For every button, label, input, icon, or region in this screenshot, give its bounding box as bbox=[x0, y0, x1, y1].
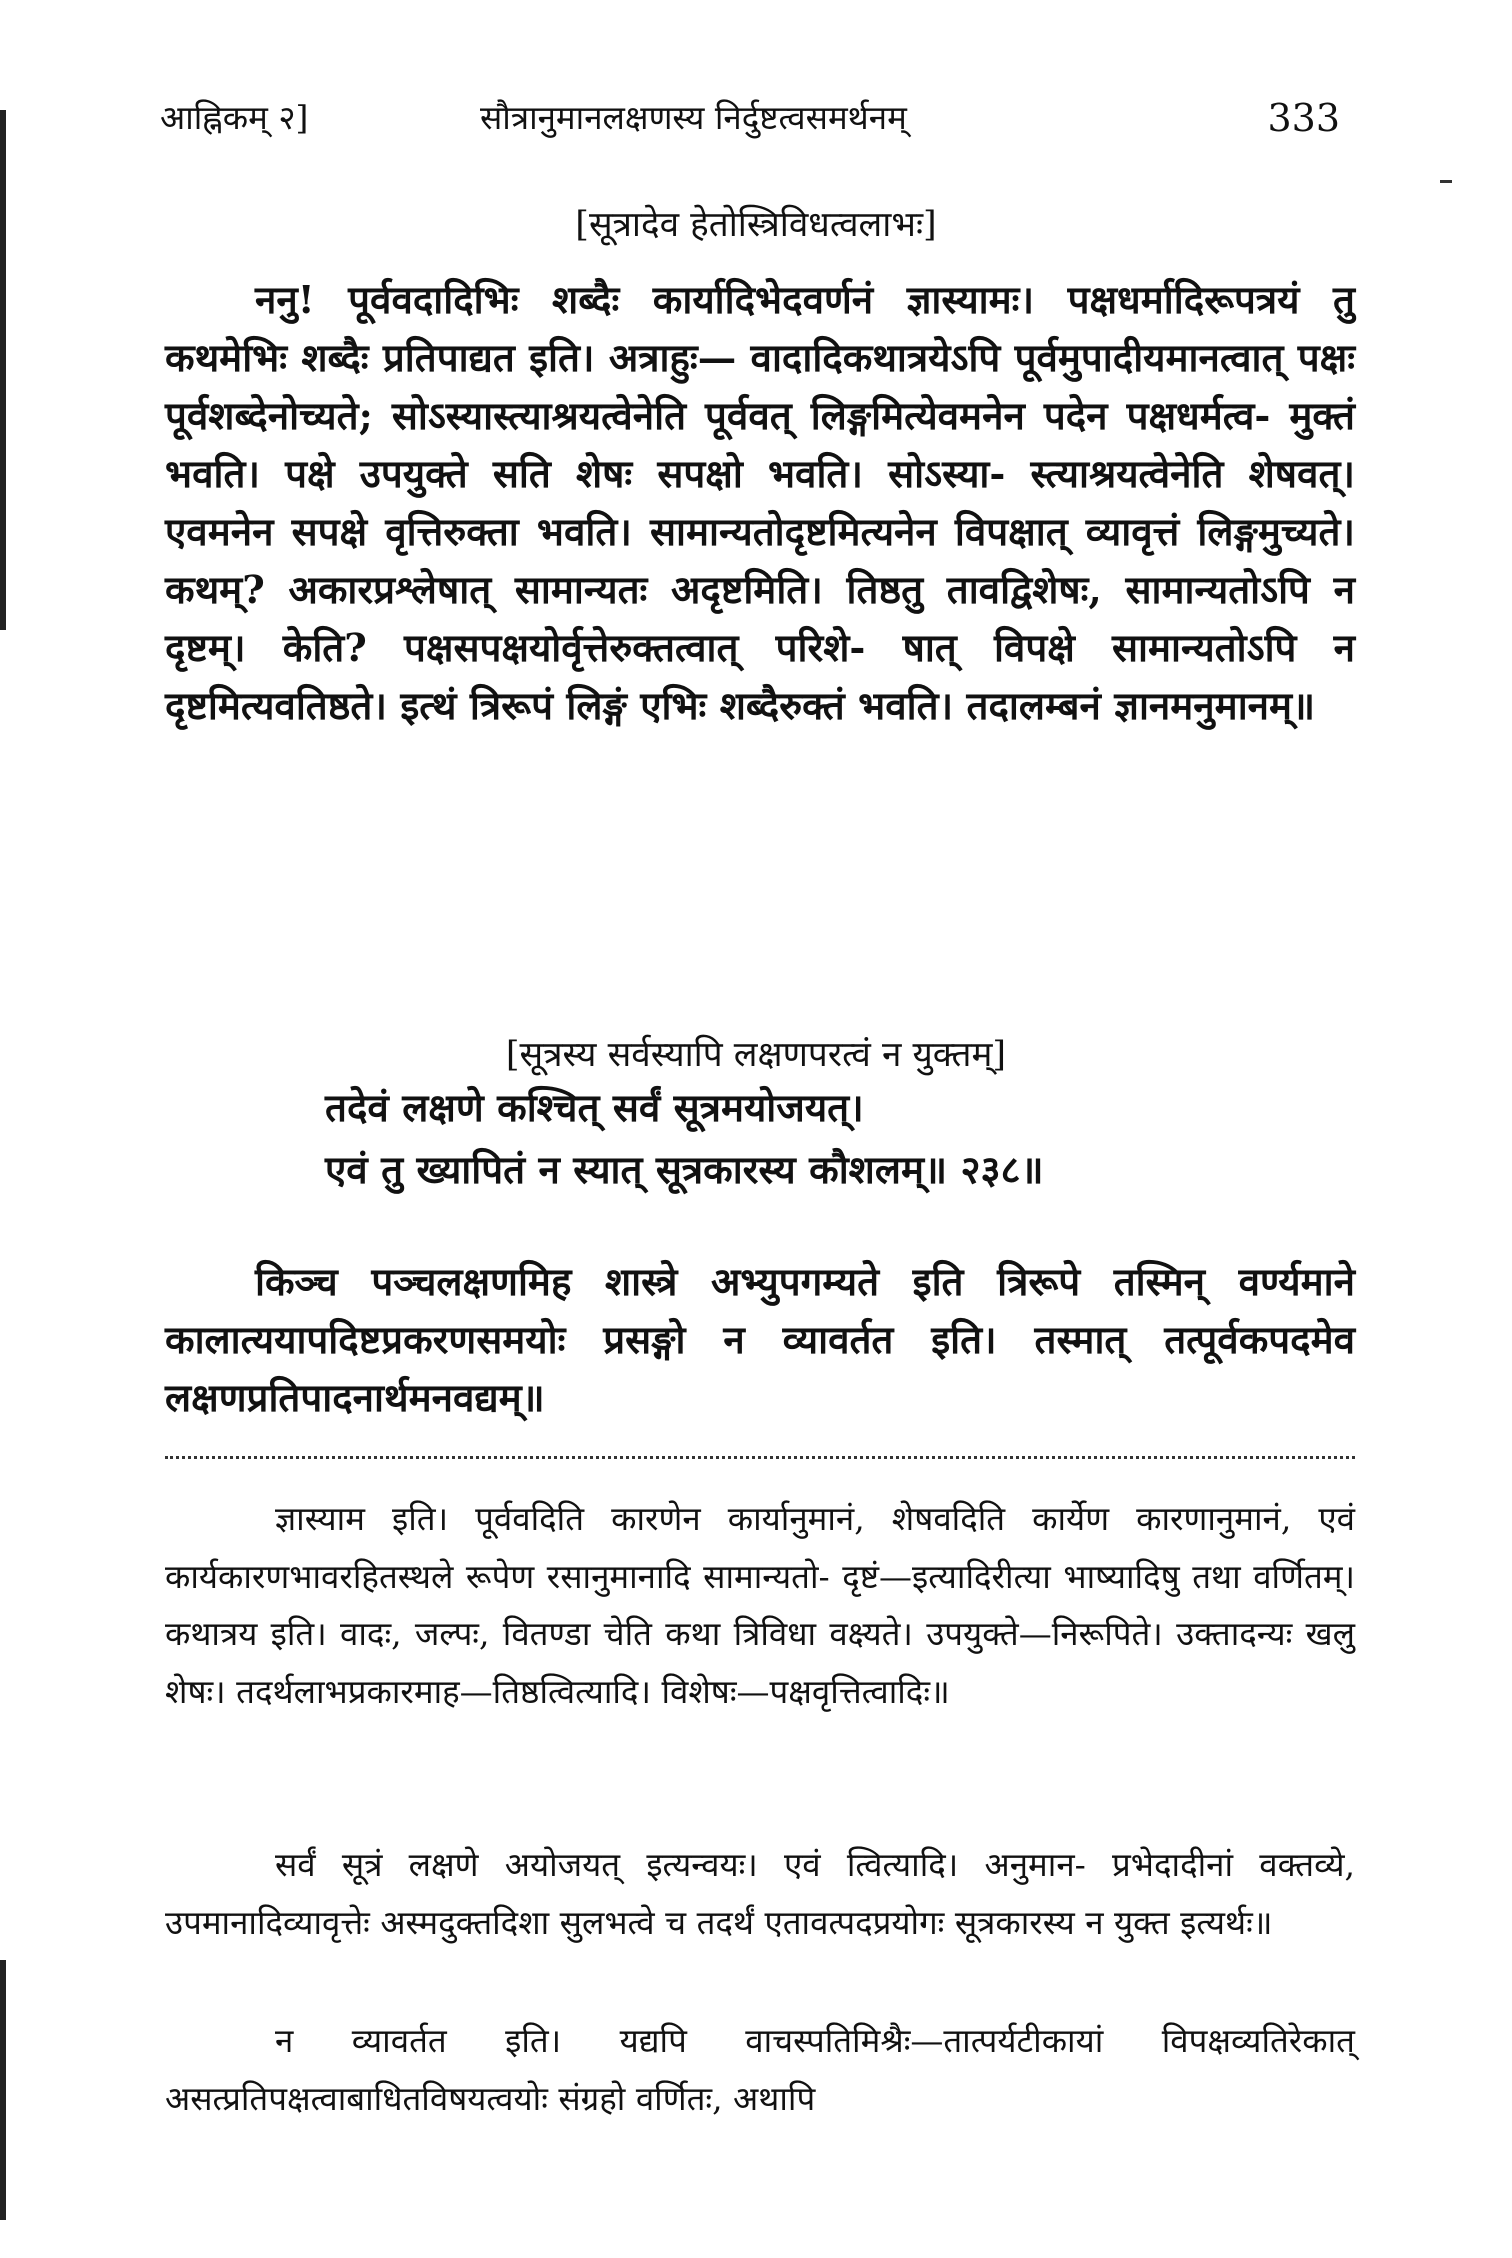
footnote-separator bbox=[165, 1456, 1355, 1459]
verse-line: तदेवं लक्षणे कश्चित् सर्वं सूत्रमयोजयत्। bbox=[325, 1086, 864, 1131]
main-paragraph: किञ्च पञ्चलक्षणमिह शास्त्रे अभ्युपगम्यते इति त्रिरूपे तस्मिन् वर्ण्यमाने कालात्ययापदिष्टप्रकरणसमयोः प्रसङ्गो न व्यावर्तत इति। तस्मात् तत्पूर्वकपदमेव लक्षणप्रतिपादनार्थमनवद्यम्॥ bbox=[165, 1260, 1355, 1421]
commentary-block bbox=[165, 1490, 1355, 1720]
commentary-paragraph: न व्यावर्तत इति। यद्यपि वाचस्पतिमिश्रैः—तात्पर्यटीकायां विपक्षव्यतिरेकात् असत्प्रतिपक्षत्वाबाधितविषयत्वयोः संग्रहो वर्णितः, अथापि bbox=[165, 2021, 1355, 2118]
main-text-block bbox=[165, 272, 1355, 736]
commentary-block bbox=[165, 1836, 1355, 1951]
page-number: 333 bbox=[1267, 96, 1340, 140]
section-heading: [सूत्रस्य सर्वस्यापि लक्षणपरत्वं न युक्तम्] bbox=[505, 1035, 1007, 1075]
commentary-paragraph: ज्ञास्याम इति। पूर्ववदिति कारणेन कार्यानुमानं, शेषवदिति कार्येण कारणानुमानं, एवं कार्यकारणभावरहितस्थले रूपेण रसानुमानादि सामान्यतो- दृष्टं—इत्यादिरीत्या भाष्यादिषु तथा वर्णितम्। कथात्रय इति। वादः, जल्पः, वितण्डा चेति कथा त्रिविधा वक्ष्यते। उपयुक्ते—निरूपिते। उक्तादन्यः खलु शेषः। तदर्थलाभप्रकारमाह—तिष्ठत्वित्यादि। विशेषः—पक्षवृत्तित्वादिः॥ bbox=[165, 1499, 1355, 1711]
header-chapter: आह्निकम् २] bbox=[160, 98, 309, 137]
main-text-block bbox=[165, 1254, 1355, 1428]
verse-line: एवं तु ख्यापितं न स्यात् सूत्रकारस्य कौशलम्॥ २३८॥ bbox=[325, 1148, 1044, 1193]
header-title: सौत्रानुमानलक्षणस्य निर्दुष्टत्वसमर्थनम् bbox=[480, 98, 907, 137]
verse-block bbox=[325, 1078, 1365, 1202]
running-header bbox=[160, 88, 1340, 148]
scan-edge-mark bbox=[0, 1960, 6, 2220]
scan-speck bbox=[1440, 180, 1452, 183]
commentary-block bbox=[165, 2012, 1355, 2127]
scan-edge-mark bbox=[0, 110, 6, 630]
main-paragraph: ननु! पूर्ववदादिभिः शब्दैः कार्यादिभेदवर्णनं ज्ञास्यामः। पक्षधर्मादिरूपत्रयं तु कथमेभिः शब्दैः प्रतिपाद्यत इति। अत्राहुः— वादादिकथात्रयेऽपि पूर्वमुपादीयमानत्वात् पक्षः पूर्वशब्देनोच्यते; सोऽस्यास्त्याश्रयत्वेनेति पूर्ववत् लिङ्गमित्येवमनेन पदेन पक्षधर्मत्व- मुक्तं भवति। पक्षे उपयुक्ते सति शेषः सपक्षो भवति। सोऽस्या- स्त्याश्रयत्वेनेति शेषवत्। एवमनेन सपक्षे वृत्तिरुक्ता भवति। सामान्यतोदृष्टमित्यनेन विपक्षात् व्यावृत्तं लिङ्गमुच्यते। कथम्? अकारप्रश्लेषात् सामान्यतः अदृष्टमिति। तिष्ठतु तावद्विशेषः, सामान्यतोऽपि न दृष्टम्। केति? पक्षसपक्षयोर्वृत्तेरुक्तत्वात् परिशे- षात् विपक्षे सामान्यतोऽपि न दृष्टमित्यवतिष्ठते। इत्थं त्रिरूपं लिङ्गं एभिः शब्दैरुक्तं भवति। तदालम्बनं ज्ञानमनुमानम्॥ bbox=[165, 278, 1355, 729]
commentary-paragraph: सर्वं सूत्रं लक्षणे अयोजयत् इत्यन्वयः। एवं त्वित्यादि। अनुमान- प्रभेदादीनां वक्तव्ये, उपमानादिव्यावृत्तेः अस्मदुक्तदिशा सुलभत्वे च तदर्थं एतावत्पदप्रयोगः सूत्रकारस्य न युक्त इत्यर्थः॥ bbox=[165, 1845, 1355, 1942]
section-heading: [सूत्रादेव हेतोस्त्रिविधत्वलाभः] bbox=[575, 205, 937, 245]
